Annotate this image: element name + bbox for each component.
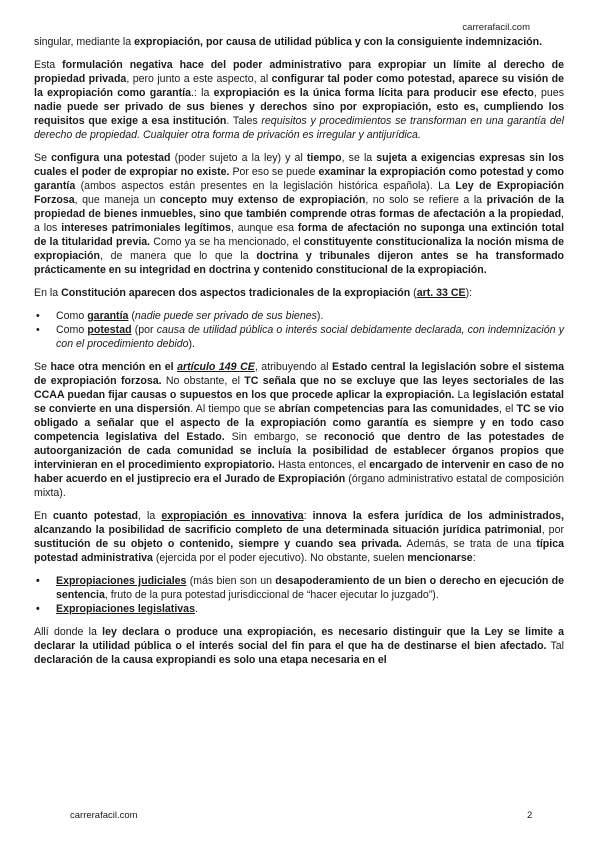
list-item <box>34 309 564 323</box>
text-run: potestad <box>87 324 132 336</box>
text-run: expropiación es innovativa <box>161 510 304 522</box>
text-run: , fruto de la pura potestad jurisdiccional de “hacer ejecutar lo juzgado”). <box>104 589 439 601</box>
text-run: mencionarse <box>407 552 473 564</box>
text-run: Expropiaciones judiciales <box>56 575 187 587</box>
text-run: Estado central la legislación sobre el sistema de expropiación forzosa. <box>34 361 564 387</box>
text-run: formulación negativa hace del poder administrativo para expropiar un límite al derecho de propiedad privada <box>34 59 564 85</box>
text-run: ( <box>410 287 417 299</box>
paragraph <box>34 286 564 300</box>
text-run: configurar tal poder como potestad, aparece su visión de la expropiación como garantía <box>34 73 564 99</box>
paragraph <box>34 360 564 500</box>
text-run: TC se vio obligado a señalar que el aspecto de la expropiación como garantía es siempre y en todo caso competencia legislativa del Estado. <box>34 403 564 443</box>
text-run: expropiación, por causa de utilidad pública y con la consiguiente indemnización. <box>134 36 543 48</box>
text-run: Sin embargo, se <box>224 431 325 443</box>
text-run: Tal <box>546 640 564 652</box>
text-run: expropiación es la única forma lícita para producir ese efecto <box>213 87 534 99</box>
text-run: (más bien son un <box>186 575 276 587</box>
text-run: requisitos y procedimientos se transforman en una garantía del derecho de propiedad. Cualquier otra forma de privación es irregular y antijurídica. <box>34 115 565 141</box>
text-run: sustitución de su objeto o contenido, siempre y cuando sea privada. <box>34 538 402 550</box>
text-run: configura una potestad <box>51 152 171 164</box>
text-run: típica potestad administrativa <box>34 538 564 564</box>
paragraph <box>34 58 564 142</box>
text-run: (poder sujeto a la ley) y al <box>170 152 307 164</box>
text-run: singular, mediante la <box>34 36 135 48</box>
text-run: Además, se trata de una <box>401 538 537 550</box>
text-run: : <box>472 552 476 564</box>
list-item <box>34 323 564 351</box>
text-run: intereses patrimoniales legítimos <box>61 222 231 234</box>
text-run: TC señala que no se excluye que las leyes sectoriales de las CCAA puedan fijar causas o supuestos en los que procede aplicar la expropiación. <box>34 375 564 401</box>
paragraph <box>34 151 564 277</box>
text-run: artículo 149 CE <box>177 361 255 373</box>
text-run: Expropiaciones legislativas <box>56 603 195 615</box>
text-run: privación de la propiedad de bienes inmuebles, sino que también comprende otras formas de afectación a la propiedad <box>34 194 565 220</box>
text-run: .: la <box>190 87 214 99</box>
text-run: reconoció que dentro de las potestades de autoorganización de cada comunidad se incluía la posibilidad de establecer órganos propios que intervinieran en el procedimiento expropiatorio. <box>34 431 564 471</box>
text-run: causa de utilidad pública o interés social debidamente declarada, con indemnización y con el procedimiento debido <box>56 324 565 350</box>
bullet-list <box>34 574 564 616</box>
text-run: (ambos aspectos están presentes en la legislación histórica española). La <box>75 180 456 192</box>
text-run: declaración de la causa expropiandi es solo una etapa necesaria en el <box>34 654 387 666</box>
text-run: No obstante, el <box>161 375 245 387</box>
text-run: tiempo <box>306 152 342 164</box>
paragraph <box>34 625 564 667</box>
text-run: : <box>303 510 313 522</box>
text-run: (órgano administrativo estatal de composición mixta). <box>34 473 564 499</box>
text-run: . Tales <box>226 115 262 127</box>
text-run: Como ya se ha mencionado, el <box>150 236 304 248</box>
text-run: forma de afectación no suponga una extinción total de la titularidad previa. <box>34 222 565 248</box>
text-run: ). <box>188 338 195 350</box>
text-run: En la <box>34 287 62 299</box>
list-item <box>34 602 564 616</box>
text-run: La <box>454 389 473 401</box>
text-run: , pero junto a este aspecto, al <box>126 73 272 85</box>
text-run: ley declara o produce una expropiación, es necesario distinguir que la Ley se limite a declarar la utilidad pública o el interés social del fin para el que ha de destinarse el bien afectado. <box>34 626 564 652</box>
text-run: concepto muy extenso de expropiación <box>159 194 366 206</box>
text-run: . <box>194 603 198 615</box>
text-run: abrían competencias para las comunidades <box>278 403 499 415</box>
text-run: examinar la expropiación como potestad y como garantía <box>34 166 565 192</box>
text-run: , la <box>138 510 162 522</box>
text-run: nadie puede ser privado de sus bienes y derechos sino por expropiación, esto es, cumpliendo los requisitos que exige a esa institución <box>34 101 564 127</box>
page-number: 2 <box>527 810 533 821</box>
text-run: . Al tiempo que se <box>190 403 279 415</box>
text-run: Por eso se puede <box>229 166 319 178</box>
text-run: (por <box>131 324 157 336</box>
text-run: doctrina y tribunales dijeron antes se ha transformado prácticamente en su integridad en doctrina y contenido constitucional de la expropiación. <box>34 250 565 276</box>
text-run: Ley de Expropiación Forzosa <box>34 180 564 206</box>
text-run: , de manera que lo que la <box>99 250 257 262</box>
text-run: , a los <box>34 208 564 234</box>
footer-site: carrerafacil.com <box>70 810 138 821</box>
text-run: Esta <box>34 59 63 71</box>
text-run: Allí donde la <box>34 626 103 638</box>
text-run: ): <box>465 287 473 299</box>
text-run: Constitución aparecen dos aspectos tradicionales de la expropiación <box>61 287 411 299</box>
text-run: ). <box>316 310 324 322</box>
text-run: , pues <box>533 87 564 99</box>
text-run: Hasta entonces, el <box>274 459 370 471</box>
text-run: encargado de intervenir en caso de no haber acuerdo en el justiprecio era el Jurado de Expropiación <box>34 459 564 485</box>
text-run: legislación estatal se convierte en una dispersión <box>34 389 564 415</box>
text-run: , no solo se refiere a la <box>365 194 487 206</box>
text-run: ( <box>128 310 135 322</box>
paragraph <box>34 509 564 565</box>
document-body <box>34 35 564 676</box>
text-run: cuanto potestad <box>53 510 138 522</box>
text-run: Como <box>56 324 88 336</box>
text-run: Se <box>34 152 52 164</box>
text-run: En <box>34 510 54 522</box>
text-run: , se la <box>341 152 377 164</box>
text-run: Se <box>34 361 51 373</box>
text-run: Como <box>56 310 88 322</box>
header-site: carrerafacil.com <box>462 22 530 33</box>
text-run: , que maneja un <box>74 194 160 206</box>
text-run: hace otra mención en el <box>50 361 178 373</box>
text-run: constituyente constitucionaliza la noción misma de expropiación <box>34 236 564 262</box>
text-run: garantía <box>87 310 129 322</box>
text-run: (ejercida por el poder ejecutivo). No obstante, suelen <box>152 552 408 564</box>
bullet-list <box>34 309 564 351</box>
text-run: , atribuyendo al <box>254 361 332 373</box>
text-run: desapoderamiento de un bien o derecho en ejecución de sentencia <box>56 575 565 601</box>
text-run: nadie puede ser privado de sus bienes <box>134 310 317 322</box>
text-run: , el <box>498 403 517 415</box>
text-run: , aunque esa <box>230 222 298 234</box>
text-run: innova la esfera jurídica de los administrados, alcanzando la posibilidad de sacrificio completo de una determinada situación jurídica patrimonial <box>34 510 565 536</box>
list-item <box>34 574 564 602</box>
paragraph <box>34 35 564 49</box>
text-run: art. 33 CE <box>416 287 466 299</box>
text-run: sujeta a exigencias expresas sin los cuales el poder de expropiar no existe. <box>34 152 564 178</box>
text-run: , por <box>541 524 564 536</box>
